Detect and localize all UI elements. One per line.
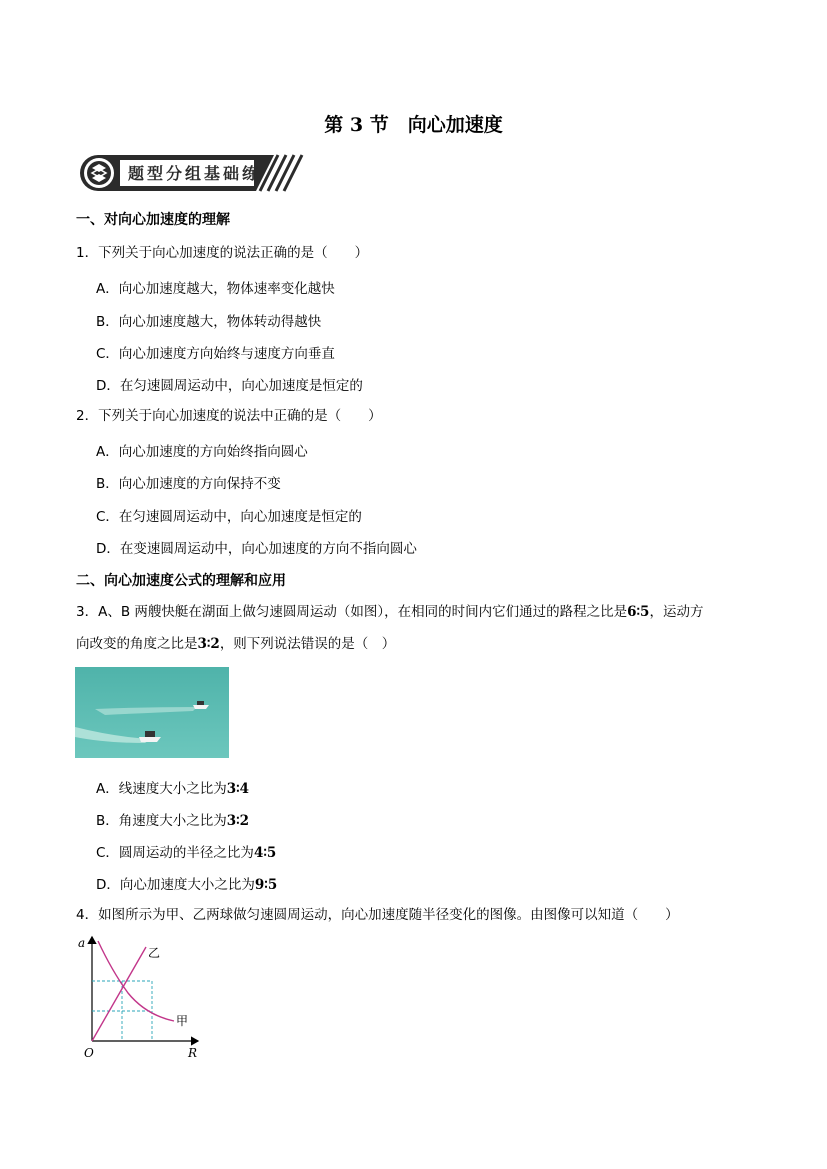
- q3-option-c: C．圆周运动的半径之比为4∶5: [96, 845, 277, 861]
- q1-option-b: B．向心加速度越大，物体转动得越快: [96, 314, 322, 330]
- q2-option-b: B．向心加速度的方向保持不变: [96, 476, 281, 492]
- banner-text: 题型分组基础练: [128, 164, 262, 183]
- x-axis-label: R: [188, 1046, 198, 1060]
- q3-option-b: B．角速度大小之比为3∶2: [96, 813, 250, 829]
- q1-option-a: A．向心加速度越大，物体速率变化越快: [96, 281, 335, 297]
- question-2-stem: 2．下列关于向心加速度的说法中正确的是（ ）: [76, 408, 382, 424]
- question-1-stem: 1．下列关于向心加速度的说法正确的是（ ）: [76, 245, 369, 261]
- acceleration-radius-graph: [76, 933, 206, 1063]
- page-title: 第 3 节 向心加速度: [324, 114, 503, 136]
- speedboats-photo: [75, 667, 229, 758]
- question-3-stem: 3．A、B 两艘快艇在湖面上做匀速圆周运动（如图），在相同的时间内它们通过的路程之比是6∶5，运动方 向改变的角度之比是3∶2，则下列说法错误的是（ ）: [76, 604, 704, 652]
- y-axis-label: a: [78, 936, 86, 950]
- section-banner: [78, 152, 308, 194]
- q1-option-d: D．在匀速圆周运动中，向心加速度是恒定的: [96, 378, 363, 394]
- origin-label: O: [84, 1046, 94, 1060]
- curve-yi-label: 乙: [148, 946, 161, 960]
- q2-option-d: D．在变速圆周运动中，向心加速度的方向不指向圆心: [96, 541, 417, 557]
- q2-option-c: C．在匀速圆周运动中，向心加速度是恒定的: [96, 509, 362, 525]
- q3-option-d: D．向心加速度大小之比为9∶5: [96, 877, 278, 893]
- q3-option-a: A．线速度大小之比为3∶4: [96, 781, 250, 797]
- q1-option-c: C．向心加速度方向始终与速度方向垂直: [96, 346, 335, 362]
- section-heading: 一、对向心加速度的理解: [76, 212, 230, 228]
- curve-yi: [92, 947, 146, 1041]
- curve-jia-label: 甲: [176, 1014, 189, 1028]
- question-4-stem: 4．如图所示为甲、乙两球做匀速圆周运动，向心加速度随半径变化的图像。由图像可以知道（ ）: [76, 907, 679, 923]
- q2-option-a: A．向心加速度的方向始终指向圆心: [96, 444, 308, 460]
- section-heading: 二、向心加速度公式的理解和应用: [76, 573, 286, 589]
